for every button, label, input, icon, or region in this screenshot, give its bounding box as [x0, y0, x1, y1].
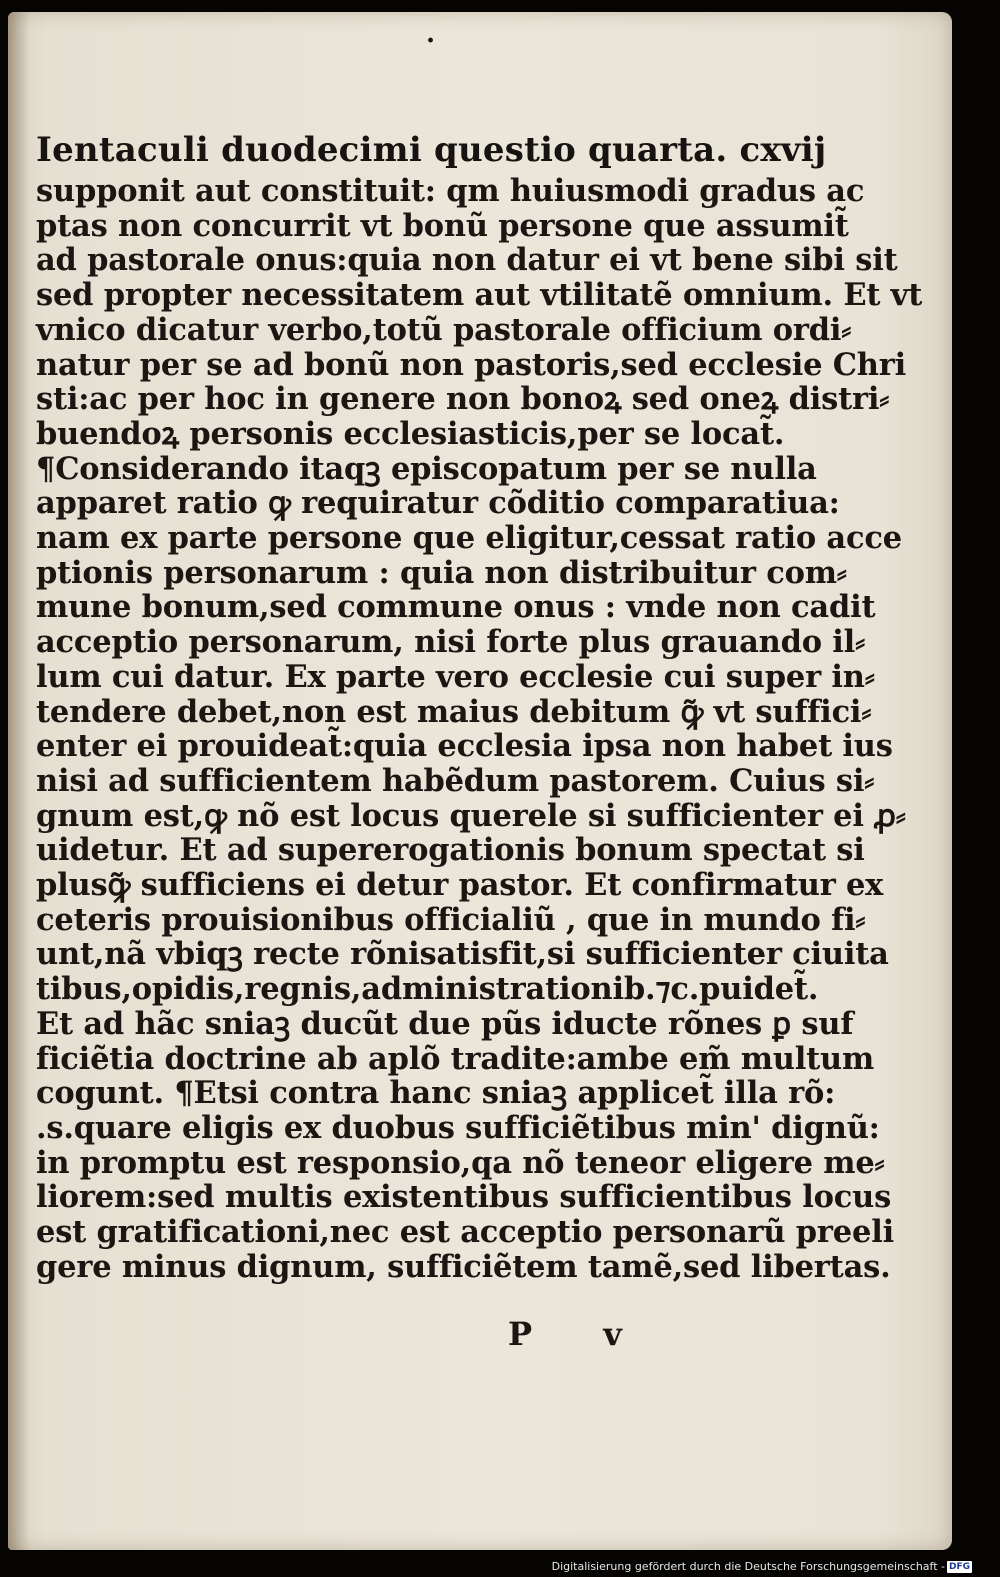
text-line: gere minus dignum, sufficiẽtem tamẽ,sed libertas. — [36, 1248, 891, 1285]
text-line: est gratificationi,nec est acceptio personarũ preeli — [36, 1214, 894, 1251]
text-line: mune bonum,sed commune onus : vnde non cadit — [36, 589, 876, 626]
text-line: ptas non concurrit vt bonũ persone que assumit̃ — [36, 207, 849, 244]
text-line: ceteris prouisionibus officialiũ , que in mundo fi⸗ — [36, 901, 866, 938]
text-line: tibus,opidis,regnis,administrationib.⁊c.puidet̃. — [36, 971, 819, 1008]
text-line: enter ei prouideat̃:quia ecclesia ipsa non habet ius — [36, 728, 893, 765]
text-line: tendere debet,non est maius debitum ꝙ̃ vt suffici⸗ — [36, 693, 872, 730]
text-line: acceptio personarum, nisi forte plus grauando il⸗ — [36, 624, 866, 661]
text-line: ptionis personarum : quia non distribuitur com⸗ — [36, 554, 847, 591]
text-block — [36, 130, 923, 1285]
text-line: ¶Considerando itaqꝫ episcopatum per se nulla — [36, 450, 817, 487]
dfg-logo-icon: DFG — [948, 1561, 970, 1572]
text-line: cogunt. ¶Etsi contra hanc sniaꝫ applicet̃ illa rõ: — [36, 1075, 836, 1112]
text-line: .s.quare eligis ex duobus sufficiẽtibus min' dignũ: — [36, 1109, 880, 1146]
signature-mark: P v — [508, 1315, 622, 1353]
body-text — [36, 173, 923, 1285]
text-line: ficiẽtia doctrine ab aplõ tradite:ambe em̃ multum — [36, 1040, 875, 1077]
text-line: nisi ad sufficientem habẽdum pastorem. Cuius si⸗ — [36, 762, 875, 799]
book-page — [8, 12, 952, 1550]
text-line: lum cui datur. Ex parte vero ecclesie cui super in⸗ — [36, 658, 875, 695]
text-line: nam ex parte persone que eligitur,cessat ratio acce — [36, 520, 902, 557]
text-line: Et ad hãc sniaꝫ ducũt due pũs iducte rõnes ꝑ suf — [36, 1005, 854, 1042]
text-line: liorem:sed multis existentibus sufficientibus locus — [36, 1179, 892, 1216]
text-line: unt,nã vbiqꝫ recte rõnisatisfit,si sufficienter ciuita — [36, 936, 889, 973]
text-line: vnico dicatur verbo,totũ pastorale officium ordi⸗ — [36, 311, 852, 348]
text-line: natur per se ad bonũ non pastoris,sed ecclesie Chri — [36, 346, 907, 383]
text-line: gnum est,ꝙ nõ est locus querele si sufficienter ei ꝓ⸗ — [36, 797, 906, 834]
page-gutter-shadow — [8, 12, 30, 1550]
footer-text: Digitalisierung gefördert durch die Deutsche Forschungsgemeinschaft - — [551, 1560, 945, 1573]
text-line: sed propter necessitatem aut vtilitatẽ omnium. Et vt — [36, 277, 923, 314]
running-headline: Ientaculi duodecimi questio quarta. cxvij — [36, 130, 827, 170]
text-line: in promptu est responsio,qa nõ teneor eligere me⸗ — [36, 1144, 885, 1181]
digitization-footer — [552, 1560, 972, 1573]
top-ink-mark: · — [426, 26, 436, 56]
text-line: sti:ac per hoc in genere non bonoꝝ sed oneꝝ distri⸗ — [36, 381, 890, 418]
text-line: buendoꝝ personis ecclesiasticis,per se locat̃. — [36, 415, 785, 452]
text-line: supponit aut constituit: qm huiusmodi gradus ac — [36, 173, 865, 209]
text-line: plusꝙ̃ sufficiens ei detur pastor. Et confirmatur ex — [36, 867, 884, 904]
text-line: ad pastorale onus:quia non datur ei vt bene sibi sit — [36, 242, 898, 279]
text-line: uidetur. Et ad supererogationis bonum spectat si — [36, 832, 865, 869]
text-line: apparet ratio ꝙ requiratur cõditio comparatiua: — [36, 485, 840, 522]
